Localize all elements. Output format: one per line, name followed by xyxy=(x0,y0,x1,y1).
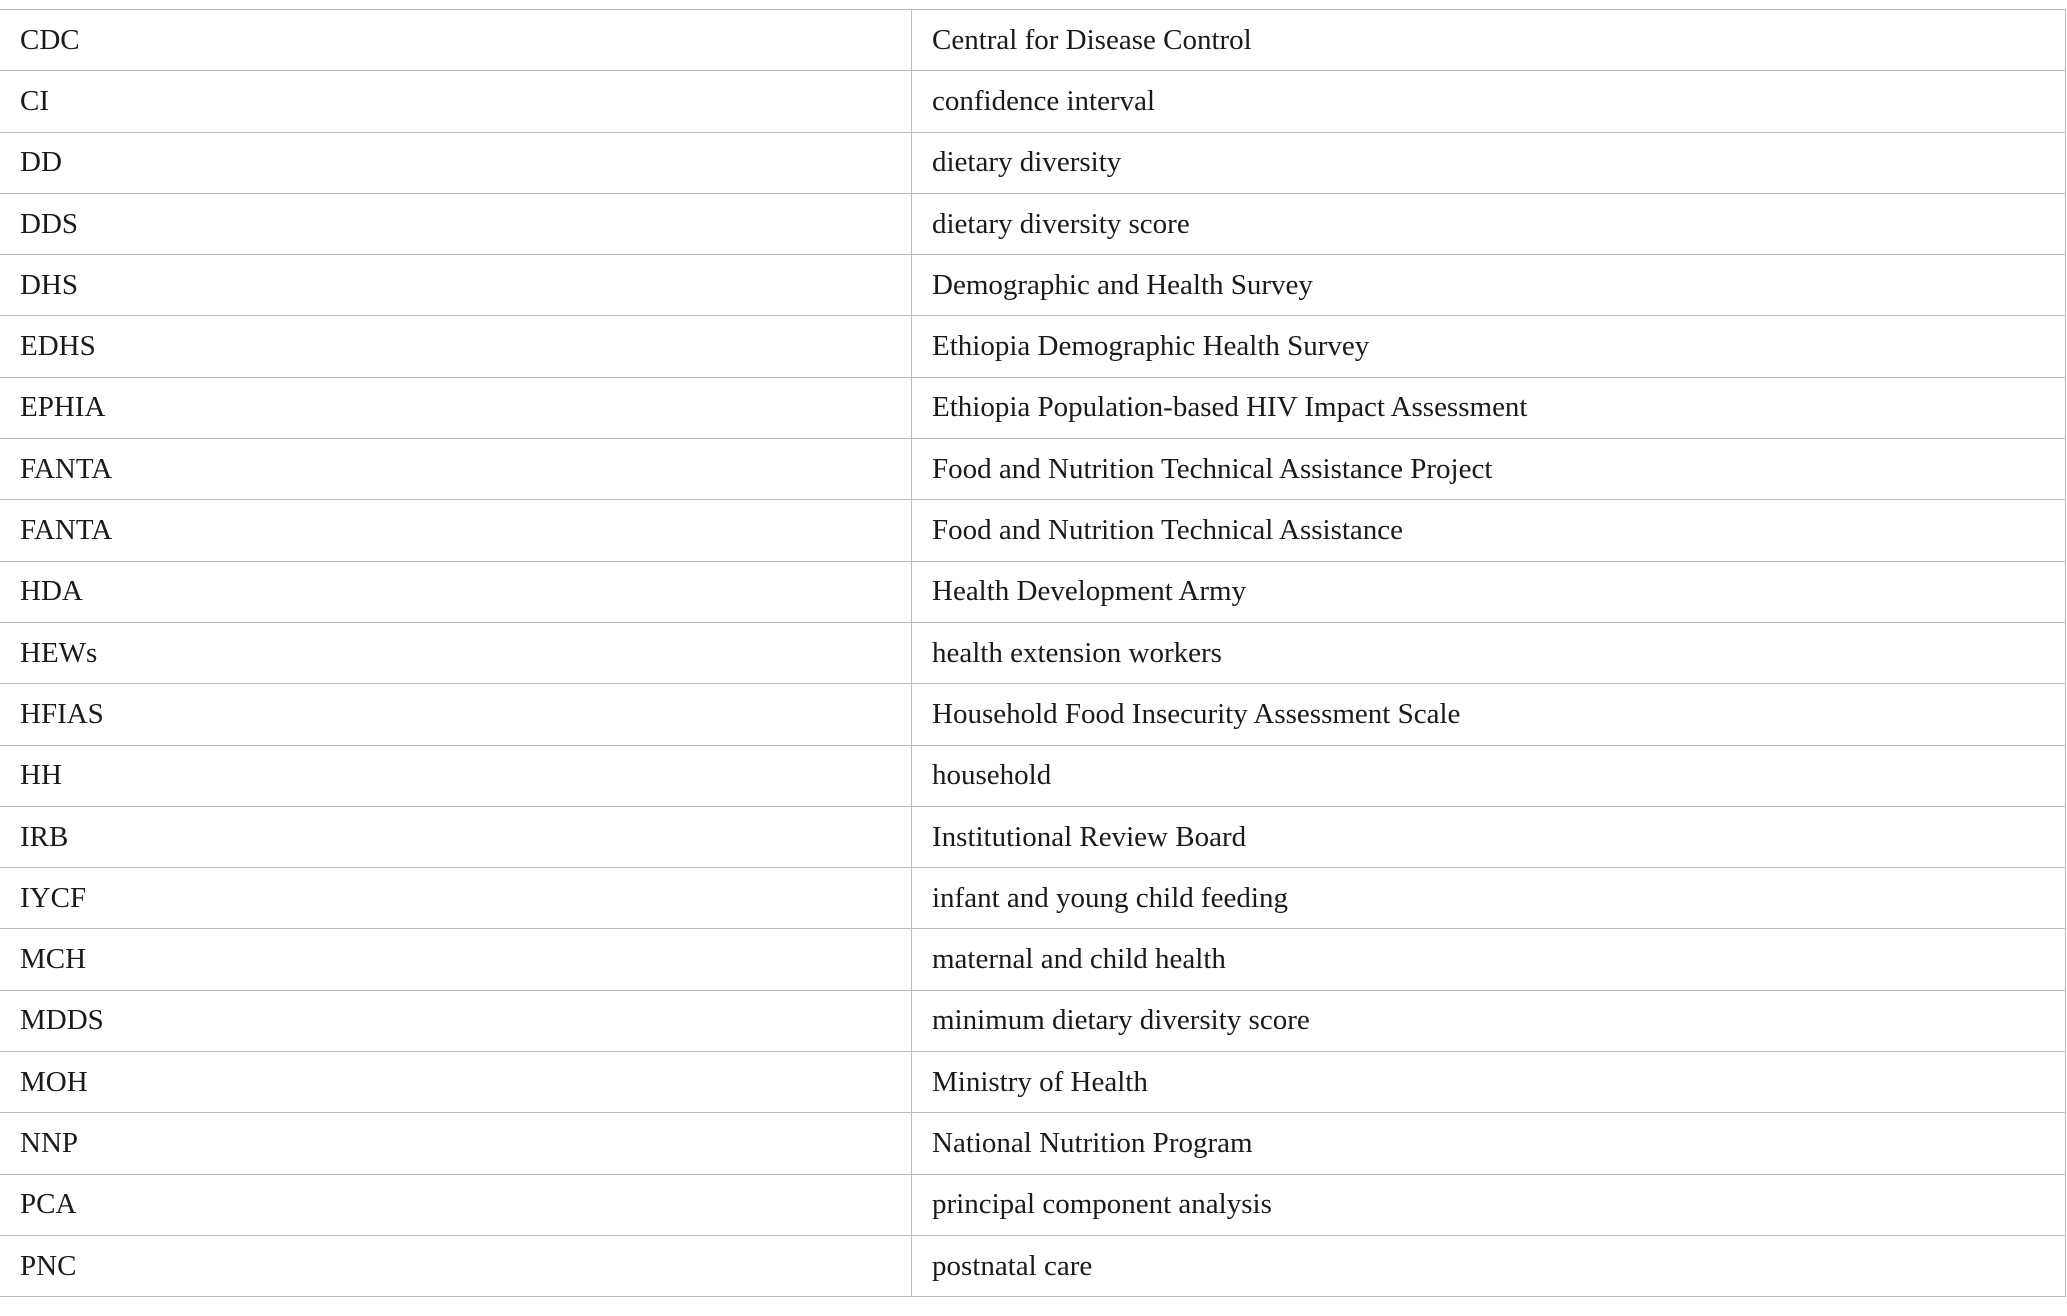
abbreviation-cell: HEWs xyxy=(0,622,912,683)
table-row xyxy=(0,439,2066,500)
definition-cell: dietary diversity xyxy=(912,132,2066,193)
definition-cell: maternal and child health xyxy=(912,929,2066,990)
definition-cell: Ethiopia Population-based HIV Impact Assessment xyxy=(912,377,2066,438)
abbreviations-table-body xyxy=(0,10,2066,1297)
definition-cell: Ethiopia Demographic Health Survey xyxy=(912,316,2066,377)
table-row xyxy=(0,1235,2066,1296)
definition-cell: Health Development Army xyxy=(912,561,2066,622)
definition-cell: Institutional Review Board xyxy=(912,806,2066,867)
definition-cell: National Nutrition Program xyxy=(912,1113,2066,1174)
table-row xyxy=(0,10,2066,71)
definition-cell: Central for Disease Control xyxy=(912,10,2066,71)
definition-cell: dietary diversity score xyxy=(912,193,2066,254)
abbreviation-cell: HDA xyxy=(0,561,912,622)
definition-cell: Food and Nutrition Technical Assistance Project xyxy=(912,439,2066,500)
abbreviation-cell: HH xyxy=(0,745,912,806)
table-row xyxy=(0,1113,2066,1174)
definition-cell: postnatal care xyxy=(912,1235,2066,1296)
abbreviation-cell: CI xyxy=(0,71,912,132)
definition-cell: infant and young child feeding xyxy=(912,868,2066,929)
abbreviation-cell: NNP xyxy=(0,1113,912,1174)
table-row xyxy=(0,622,2066,683)
abbreviation-cell: IYCF xyxy=(0,868,912,929)
abbreviation-cell: DD xyxy=(0,132,912,193)
abbreviation-cell: MOH xyxy=(0,1052,912,1113)
definition-cell: Ministry of Health xyxy=(912,1052,2066,1113)
table-row xyxy=(0,71,2066,132)
abbreviation-cell: PNC xyxy=(0,1235,912,1296)
abbreviations-table xyxy=(0,9,2066,1297)
table-row xyxy=(0,255,2066,316)
abbreviation-cell: IRB xyxy=(0,806,912,867)
table-row xyxy=(0,193,2066,254)
abbreviation-cell: EPHIA xyxy=(0,377,912,438)
table-row xyxy=(0,500,2066,561)
definition-cell: principal component analysis xyxy=(912,1174,2066,1235)
abbreviation-cell: MCH xyxy=(0,929,912,990)
table-row xyxy=(0,868,2066,929)
abbreviation-cell: MDDS xyxy=(0,990,912,1051)
table-row xyxy=(0,806,2066,867)
abbreviation-cell: DDS xyxy=(0,193,912,254)
table-row xyxy=(0,990,2066,1051)
abbreviation-cell: DHS xyxy=(0,255,912,316)
table-row xyxy=(0,1174,2066,1235)
abbreviation-cell: PCA xyxy=(0,1174,912,1235)
abbreviation-cell: FANTA xyxy=(0,439,912,500)
definition-cell: Household Food Insecurity Assessment Scale xyxy=(912,684,2066,745)
abbreviation-cell: HFIAS xyxy=(0,684,912,745)
table-row xyxy=(0,132,2066,193)
table-row xyxy=(0,561,2066,622)
definition-cell: Food and Nutrition Technical Assistance xyxy=(912,500,2066,561)
table-row xyxy=(0,929,2066,990)
definition-cell: Demographic and Health Survey xyxy=(912,255,2066,316)
table-row xyxy=(0,377,2066,438)
abbreviation-cell: FANTA xyxy=(0,500,912,561)
table-row xyxy=(0,745,2066,806)
definition-cell: household xyxy=(912,745,2066,806)
table-row xyxy=(0,316,2066,377)
definition-cell: health extension workers xyxy=(912,622,2066,683)
definition-cell: confidence interval xyxy=(912,71,2066,132)
table-row xyxy=(0,1052,2066,1113)
definition-cell: minimum dietary diversity score xyxy=(912,990,2066,1051)
abbreviation-cell: EDHS xyxy=(0,316,912,377)
table-row xyxy=(0,684,2066,745)
abbreviation-cell: CDC xyxy=(0,10,912,71)
